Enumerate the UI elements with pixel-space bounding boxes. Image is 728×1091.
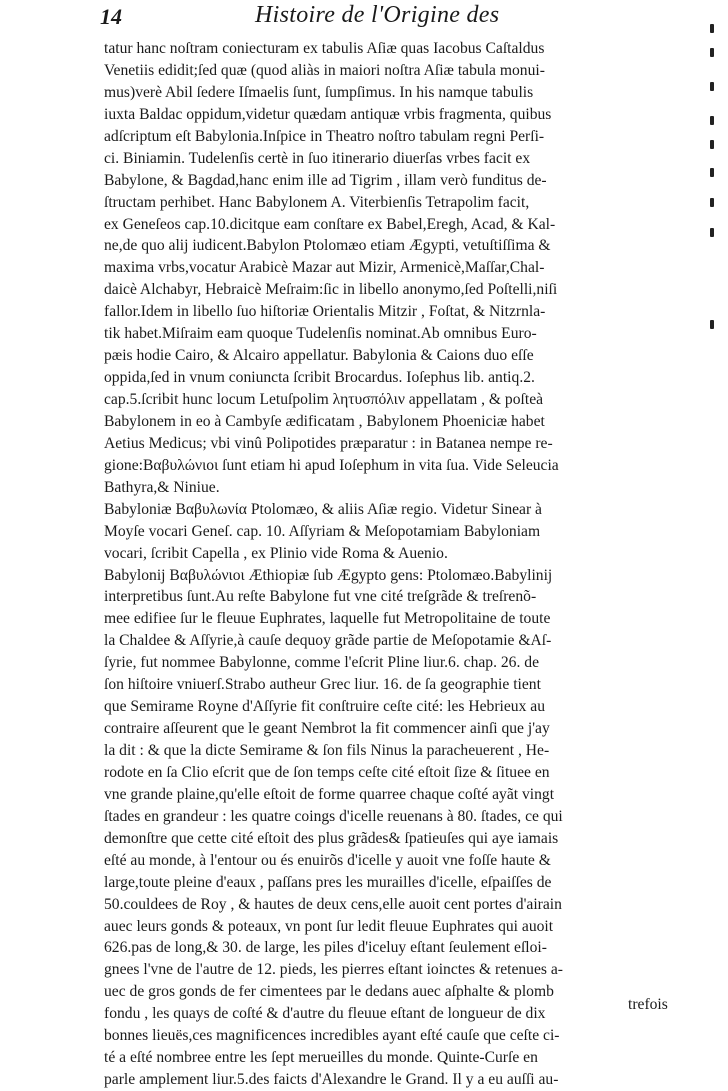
margin-mark (710, 198, 714, 207)
margin-marks (706, 20, 720, 380)
text-line: ne,de quo alij iudicent.Babylon Ptolomæo etiam Ægypti, vetuſtiſſima & (104, 237, 551, 255)
margin-mark (710, 140, 714, 149)
text-line: Babylone, & Bagdad,hanc enim ille ad Tigrim , illam verò funditus de- (104, 171, 547, 189)
margin-mark (710, 24, 714, 33)
text-line: large,toute pleine d'eaux , paſſans pres les murailles d'icelle, eſpaiſſes de (104, 873, 552, 891)
text-line: 50.couldees de Roy , & hautes de deux cens,elle auoit cent portes d'airain (104, 895, 562, 913)
text-line: auec leurs gonds & poteaux, vn pont ſur ledit fleuue Euphrates qui auoit (104, 917, 554, 935)
text-line: ſtructam perhibet. Hanc Babylonem A. Viterbienſis Tetrapolim facit, (104, 193, 530, 211)
text-line: cap.5.ſcribit hunc locum Letuſpolim λητυσπόλιν appellatam , & poſteà (104, 391, 544, 408)
text-line: Moyſe vocari Geneſ. cap. 10. Aſſyriam & Meſopotamiam Babyloniam (104, 522, 541, 540)
text-line: ex Geneſeos cap.10.dicitque eam conſtare ex Babel,Eregh, Acad, & Kal- (104, 215, 556, 233)
page-header (100, 2, 660, 32)
text-line: Babylonem in eo à Cambyſe ædificatam , Babylonem Phoeniciæ habet (104, 412, 545, 430)
text-line: rodote en ſa Clio eſcrit que de ſon temps ceſte cité eſtoit ſize & ſituee en (104, 763, 550, 781)
text-line: la dit : & que la dicte Semirame & ſon fils Ninus la paracheuerent , He- (104, 742, 550, 759)
text-line: 626.pas de long,& 30. de large, les piles d'iceluy eſtant ſeulement eſloi- (104, 939, 547, 957)
text-line: gnees l'vne de l'autre de 12. pieds, les pierres eſtant ioinctes & retenues a- (104, 961, 563, 979)
catchword: trefois (628, 996, 668, 1013)
text-line: uec de gros gonds de fer cimentees par le dedans auec aſphalte & plomb (104, 983, 554, 1001)
text-line: iuxta Baldac oppidum,videtur quædam antiquæ vrbis fragmenta, quibus (104, 105, 552, 123)
running-title: Histoire de l'Origine des (255, 2, 500, 28)
text-line: la Chaldee & Aſſyrie,à cauſe dequoy grãde partie de Meſopotamie &Aſ- (104, 632, 552, 650)
margin-mark (710, 116, 714, 125)
text-line: que Semirame Royne d'Aſſyrie fit conſtruire ceſte cité: les Hebrieux au (104, 698, 546, 716)
text-line: vne grande plaine,qu'elle eſtoit de forme quarree chaque coſté ayãt vingt (104, 785, 555, 803)
text-line: demonſtre que cette cité eſtoit des plus grãdes& ſpatieuſes qui aye iamais (104, 829, 559, 847)
text-line: vocari, ſcribit Capella , ex Plinio vide Roma & Auenio. (104, 544, 448, 562)
text-line: té a eſté nombree entre les ſept merueilles du monde. Quinte-Curſe en (104, 1049, 538, 1067)
margin-mark (710, 320, 714, 329)
body-text (104, 38, 686, 1091)
text-line: eſté au monde, à l'entour ou és enuirõs d'icelle y auoit vne foſſe haute & (104, 851, 551, 869)
text-line: daicè Alchabyr, Hebraicè Meſraim:ſic in libello anonymo,ſed Poſtelli,niſi (104, 281, 558, 299)
text-line: ſyrie, fut nommee Babylonne, comme l'eſcrit Pline liur.6. chap. 26. de (104, 654, 539, 672)
text-line: ci. Biniamin. Tudelenſis certè in ſuo itinerario diuerſas vrbes facit ex (104, 149, 531, 167)
text-line: Babyloniæ Βαβυλωνία Ptolomæo, & aliis Aſiæ regio. Videtur Sinear à (104, 500, 542, 518)
text-line: tatur hanc noſtram coniecturam ex tabulis Aſiæ quas Iacobus Caſtaldus (104, 40, 545, 57)
margin-mark (710, 48, 714, 57)
text-line: fondu , les quays de coſté & d'autre du fleuue eſtant de longueur de dix (104, 1005, 546, 1023)
margin-mark (710, 168, 714, 177)
text-line: mus)verè Abil ſedere Iſmaelis ſunt, ſumpſimus. In his namque tabulis (104, 83, 534, 101)
text-line: ſon hiſtoire vniuerſ.Strabo autheur Grec liur. 16. de ſa geographie tient (104, 676, 541, 694)
text-line: Bathyra,& Niniue. (104, 478, 220, 496)
margin-mark (710, 82, 714, 91)
page-number: 14 (100, 4, 122, 29)
text-line: tik habet.Miſraim eam quoque Tudelenſis nominat.Ab omnibus Euro- (104, 325, 537, 343)
text-line: fallor.Idem in libello ſuo hiſtoriæ Orientalis Mitzir , Foſtat, & Nitzrnla- (104, 303, 546, 321)
text-line: bonnes lieuës,ces magnificences incredibles ayant eſté cauſe que ceſte ci- (104, 1027, 560, 1045)
text-line: Aetius Medicus; vbi vinû Polipotides præparatur : in Batanea nempe re- (104, 434, 553, 452)
text-line: mee edifiee ſur le fleuue Euphrates, laquelle fut Metropolitaine de toute (104, 610, 551, 628)
margin-mark (710, 228, 714, 237)
text-line: interpretibus ſunt.Au reſte Babylone fut vne cité treſgrãde & treſrenõ- (104, 588, 537, 606)
text-line: gione:Βαβυλώνιοι ſunt etiam hi apud Ioſephum in vita ſua. Vide Seleucia (104, 456, 559, 474)
text-line: adſcriptum eſt Babylonia.Inſpice in Theatro noſtro tabulam regni Perſi- (104, 127, 545, 145)
text-line: contraire aſſeurent que le geant Nembrot la fit commencer ainſi que j'ay (104, 720, 550, 738)
text-line: maxima vrbs,vocatur Arabicè Mazar aut Mizir, Armenicè,Maſſar,Chal- (104, 259, 545, 277)
text-line: oppida,ſed in vnum coniuncta ſcribit Brocardus. Ioſephus lib. antiq.2. (104, 369, 535, 387)
text-line: parle amplement liur.5.des faicts d'Alexandre le Grand. Il y a eu auſſi au- (104, 1071, 559, 1089)
text-line: Venetiis edidit;ſed quæ (quod aliàs in maiori noſtra Aſiæ tabula monui- (104, 61, 545, 79)
text-line: ſtades en grandeur : les quatre coings d'icelle reuenans à 80. ſtades, ce qui (104, 807, 563, 825)
text-line: pæis hodie Cairo, & Alcairo appellatur. Babylonia & Caions duo eſſe (104, 347, 534, 365)
text-line: Babylonij Βαβυλώνιοι Æthiopiæ ſub Ægypto gens: Ptolomæo.Babylinij (104, 566, 553, 584)
